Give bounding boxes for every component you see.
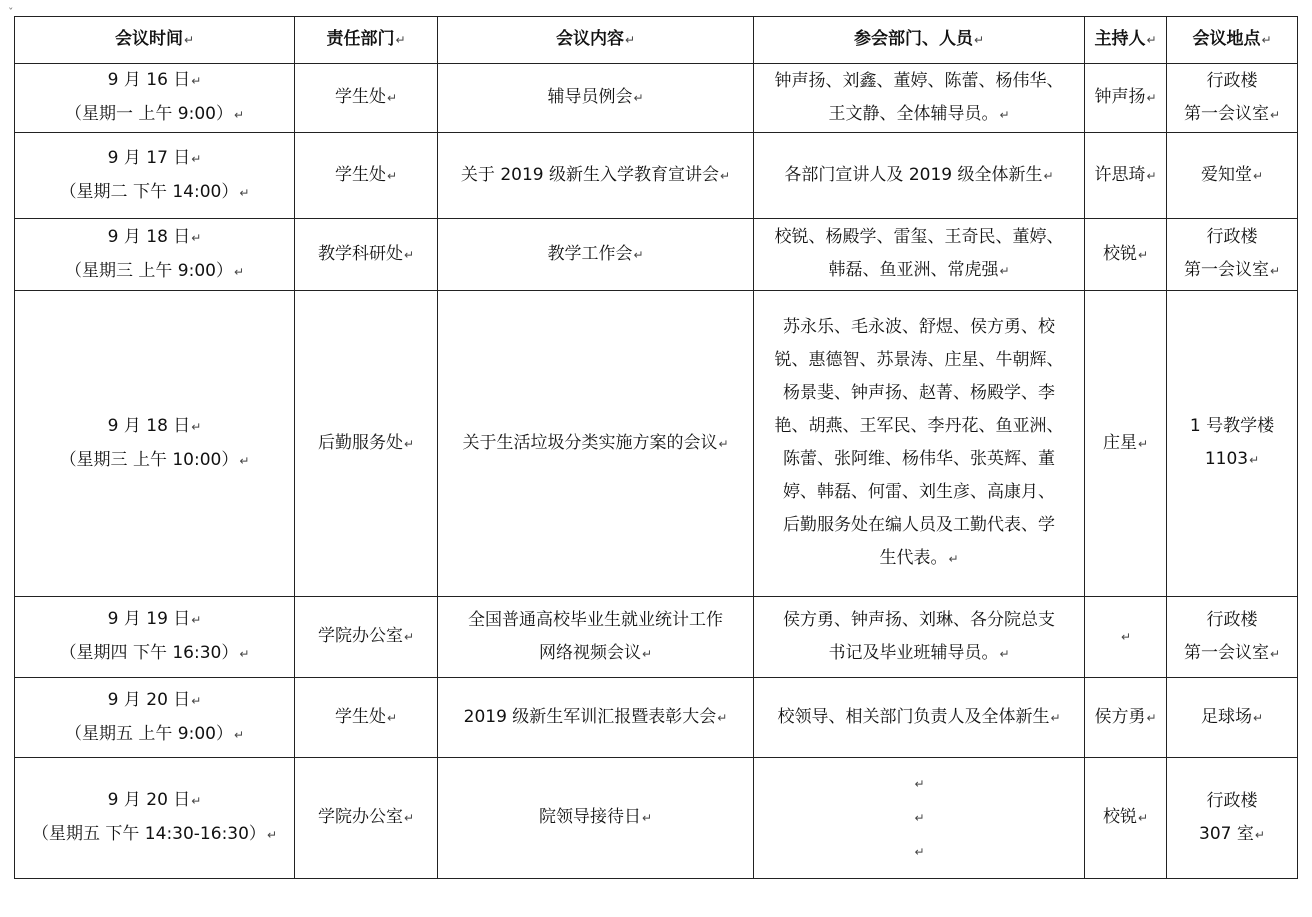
header-time: 会议时间↵ — [15, 17, 295, 64]
attendees-cell — [754, 678, 1085, 758]
attendees-cell — [754, 291, 1085, 597]
table-row — [15, 758, 1298, 879]
attendees-line: 婷、韩磊、何雷、刘生彦、高康月、 — [783, 482, 1055, 502]
header-content: 会议内容↵ — [438, 17, 754, 64]
table-row — [15, 64, 1298, 133]
meeting-content-cell — [438, 597, 754, 678]
responsible-dept-cell: 教学科研处↵ — [295, 219, 438, 291]
attendees-line: 各部门宣讲人及 2019 级全体新生↵ — [784, 164, 1054, 185]
table-row — [15, 678, 1298, 758]
host-cell: 庄星↵ — [1085, 291, 1167, 597]
table-row — [15, 219, 1298, 291]
location-line: 第一会议室↵ — [1183, 260, 1281, 280]
host-cell: 校锐↵ — [1085, 758, 1167, 879]
location-cell — [1167, 678, 1298, 758]
corner-mark: ˇ — [8, 6, 14, 19]
responsible-dept-cell: 学院办公室↵ — [295, 597, 438, 678]
host-cell: 钟声扬↵ — [1085, 64, 1167, 133]
meeting-time-cell — [15, 291, 295, 597]
attendees-line: 侯方勇、钟声扬、刘琳、各分院总支 — [783, 609, 1055, 630]
attendees-line: 韩磊、鱼亚洲、常虎强↵ — [828, 260, 1010, 280]
content-line: 关于生活垃圾分类实施方案的会议↵ — [462, 432, 729, 453]
content-line: 关于 2019 级新生入学教育宣讲会↵ — [460, 164, 731, 185]
location-line: 第一会议室↵ — [1183, 642, 1281, 663]
responsible-dept-cell: 后勤服务处↵ — [295, 291, 438, 597]
meeting-content-cell — [438, 219, 754, 291]
meeting-weekday-time: （星期一 上午 9:00）↵ — [64, 104, 245, 124]
meeting-date: 9 月 19 日↵ — [107, 609, 202, 629]
meeting-time-cell — [15, 678, 295, 758]
attendees-line: 校锐、杨殿学、雷玺、王奇民、董婷、 — [774, 227, 1064, 247]
attendees-line: ↵ — [914, 811, 925, 825]
meeting-weekday-time: （星期四 下午 16:30）↵ — [59, 643, 250, 663]
meeting-content-cell — [438, 291, 754, 597]
location-line: 爱知堂↵ — [1200, 164, 1264, 185]
location-cell — [1167, 133, 1298, 219]
meeting-time-cell — [15, 64, 295, 133]
attendees-line: 生代表。↵ — [879, 548, 959, 568]
attendees-line: 后勤服务处在编人员及工勤代表、学 — [783, 515, 1055, 535]
header-location: 会议地点↵ — [1167, 17, 1298, 64]
content-line: 2019 级新生军训汇报暨表彰大会↵ — [463, 706, 728, 727]
meeting-date: 9 月 16 日↵ — [107, 70, 202, 90]
location-line: 行政楼 — [1206, 70, 1258, 91]
attendees-line: ↵ — [914, 777, 925, 791]
responsible-dept-cell: 学生处↵ — [295, 678, 438, 758]
location-cell — [1167, 597, 1298, 678]
content-line: 辅导员例会↵ — [547, 87, 644, 107]
attendees-line: 陈蕾、张阿维、杨伟华、张英辉、董 — [783, 449, 1055, 469]
table-row — [15, 291, 1298, 597]
responsible-dept-cell: 学生处↵ — [295, 133, 438, 219]
content-line: 网络视频会议↵ — [538, 642, 653, 663]
location-line: 行政楼 — [1206, 609, 1258, 630]
location-line: 1103↵ — [1204, 449, 1260, 469]
location-line: 行政楼 — [1206, 227, 1258, 247]
meeting-weekday-time: （星期三 上午 10:00）↵ — [59, 449, 250, 470]
location-cell — [1167, 64, 1298, 133]
meeting-content-cell — [438, 758, 754, 879]
meeting-date: 9 月 17 日↵ — [107, 147, 202, 168]
header-host: 主持人↵ — [1085, 17, 1167, 64]
attendees-cell — [754, 64, 1085, 133]
location-line: 足球场↵ — [1200, 706, 1264, 727]
responsible-dept-cell: 学院办公室↵ — [295, 758, 438, 879]
content-line: 全国普通高校毕业生就业统计工作 — [468, 609, 723, 630]
attendees-line: 苏永乐、毛永波、舒煜、侯方勇、校 — [783, 317, 1055, 337]
content-line: 院领导接待日↵ — [538, 807, 653, 827]
host-cell: ↵ — [1085, 597, 1167, 678]
meeting-time-cell — [15, 133, 295, 219]
meeting-weekday-time: （星期三 上午 9:00）↵ — [64, 260, 245, 281]
meeting-weekday-time: （星期二 下午 14:00）↵ — [59, 181, 250, 202]
attendees-line: 校领导、相关部门负责人及全体新生↵ — [777, 706, 1061, 727]
meeting-time-cell — [15, 597, 295, 678]
content-line: 教学工作会↵ — [547, 243, 644, 264]
attendees-line: 书记及毕业班辅导员。↵ — [828, 642, 1010, 663]
attendees-cell — [754, 219, 1085, 291]
meeting-content-cell — [438, 64, 754, 133]
attendees-cell — [754, 597, 1085, 678]
table-row — [15, 597, 1298, 678]
meeting-date: 9 月 20 日↵ — [107, 790, 202, 810]
meeting-date: 9 月 18 日↵ — [107, 415, 202, 436]
attendees-line: 钟声扬、刘鑫、董婷、陈蕾、杨伟华、 — [774, 70, 1064, 91]
meeting-date: 9 月 18 日↵ — [107, 226, 202, 247]
attendees-line: 杨景斐、钟声扬、赵菁、杨殿学、李 — [783, 383, 1055, 403]
attendees-line: 锐、惠德智、苏景涛、庄星、牛朝辉、 — [774, 350, 1064, 370]
table-row — [15, 133, 1298, 219]
meeting-time-cell — [15, 758, 295, 879]
responsible-dept-cell: 学生处↵ — [295, 64, 438, 133]
attendees-cell — [754, 758, 1085, 879]
meeting-date: 9 月 20 日↵ — [107, 689, 202, 710]
meeting-content-cell — [438, 678, 754, 758]
attendees-line: ↵ — [914, 845, 925, 859]
location-line: 行政楼 — [1206, 790, 1258, 811]
attendees-line: 王文静、全体辅导员。↵ — [828, 103, 1010, 124]
meeting-content-cell — [438, 133, 754, 219]
meeting-weekday-time: （星期五 上午 9:00）↵ — [64, 723, 245, 744]
meeting-weekday-time: （星期五 下午 14:30-16:30）↵ — [32, 824, 277, 844]
meeting-time-cell — [15, 219, 295, 291]
attendees-cell — [754, 133, 1085, 219]
location-line: 1 号教学楼 — [1189, 416, 1275, 436]
meeting-schedule-table — [14, 16, 1298, 879]
header-dept: 责任部门↵ — [295, 17, 438, 64]
header-row — [15, 17, 1298, 64]
location-line: 第一会议室↵ — [1183, 103, 1281, 124]
location-line: 307 室↵ — [1199, 823, 1265, 844]
location-cell — [1167, 219, 1298, 291]
attendees-line: 艳、胡燕、王军民、李丹花、鱼亚洲、 — [774, 416, 1064, 436]
host-cell: 许思琦↵ — [1085, 133, 1167, 219]
host-cell: 侯方勇↵ — [1085, 678, 1167, 758]
location-cell — [1167, 758, 1298, 879]
location-cell — [1167, 291, 1298, 597]
host-cell: 校锐↵ — [1085, 219, 1167, 291]
header-attendees: 参会部门、人员↵ — [754, 17, 1085, 64]
